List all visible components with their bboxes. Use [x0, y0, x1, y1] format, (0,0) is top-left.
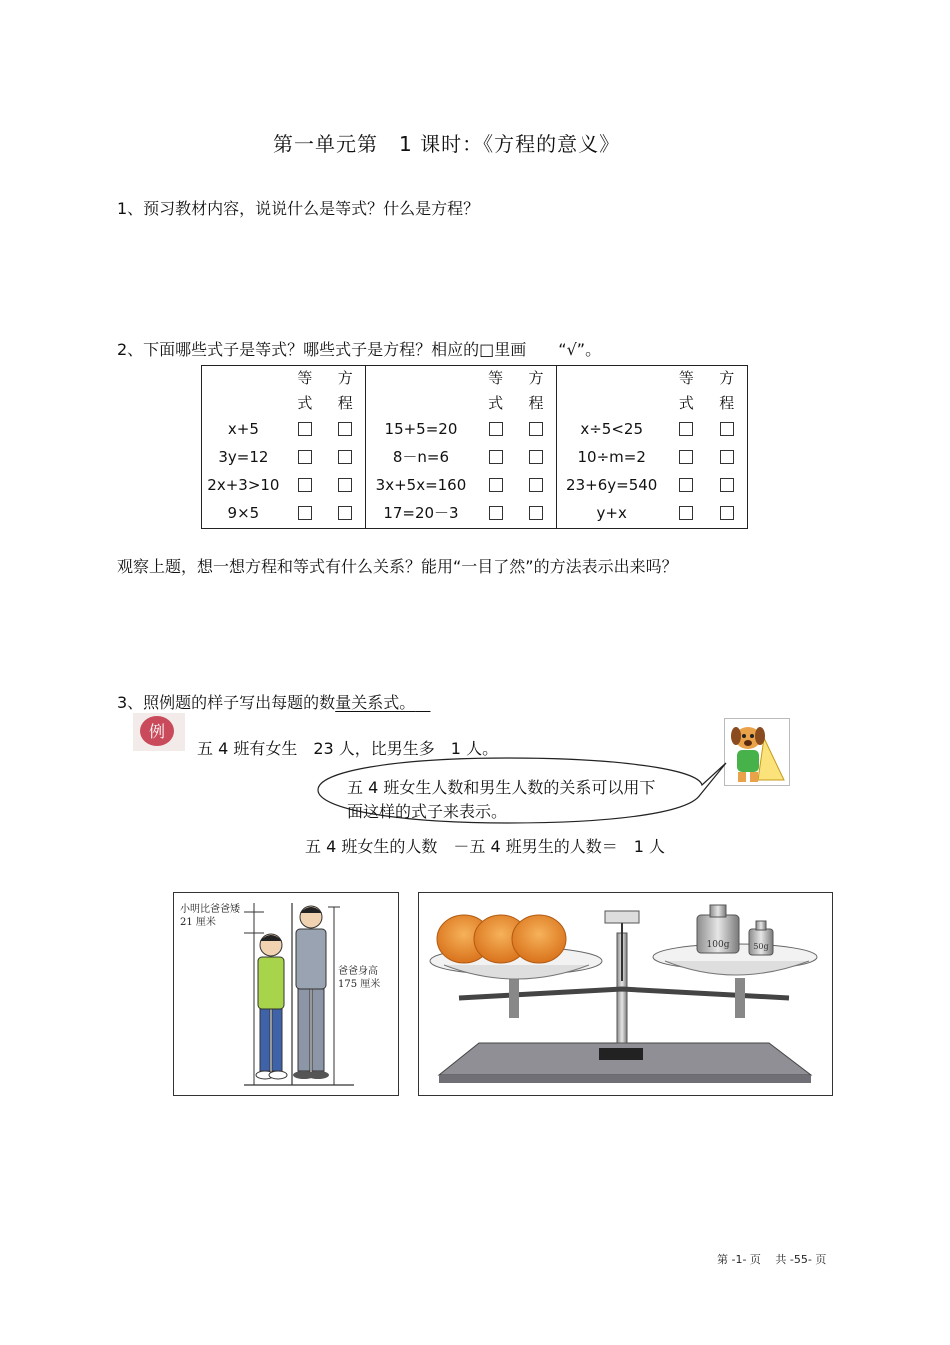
expression: 17=20－3	[366, 498, 476, 529]
expression: x÷5<25	[557, 416, 667, 442]
header-equation: 程	[528, 394, 544, 412]
header-equation: 方	[719, 369, 735, 387]
father-height-caption: 爸爸身高 175 厘米	[338, 966, 381, 990]
equation-table	[201, 365, 748, 529]
example-formula: 五 4 班女生的人数 －五 4 班男生的人数＝ 1 人	[305, 837, 665, 856]
question-3-text: 3、照例题的样子写出每题的数	[117, 693, 336, 712]
equality-checkbox[interactable]	[679, 450, 693, 464]
header-equation: 方	[337, 369, 353, 387]
observation-prompt: 观察上题，想一想方程和等式有什么关系？能用“一目了然”的方法表示出来吗？	[117, 557, 678, 576]
expression: y+x	[557, 498, 667, 529]
question-3-underlined: 量关系式。	[335, 693, 416, 712]
weight-100g-label: 100g	[706, 940, 730, 950]
equation-checkbox[interactable]	[720, 450, 734, 464]
equality-checkbox[interactable]	[298, 506, 312, 520]
equation-checkbox[interactable]	[338, 506, 352, 520]
table-row	[202, 498, 748, 529]
height-difference-caption: 小明比爸爸矮 21 厘米	[180, 904, 240, 928]
equation-checkbox[interactable]	[720, 506, 734, 520]
expression: 3x+5x=160	[366, 472, 476, 498]
equality-checkbox[interactable]	[489, 506, 503, 520]
header-equation: 程	[719, 394, 735, 412]
equation-checkbox[interactable]	[529, 506, 543, 520]
table-row	[202, 416, 748, 442]
equality-checkbox[interactable]	[489, 450, 503, 464]
expression: x+5	[227, 419, 259, 438]
header-equality: 等	[488, 369, 504, 387]
header-equation: 方	[528, 369, 544, 387]
header-equality: 式	[488, 394, 504, 412]
equation-checkbox[interactable]	[529, 478, 543, 492]
equation-checkbox[interactable]	[720, 422, 734, 436]
bubble-text: 五 4 班女生人数和男生人数的关系可以用下面这样的式子来表示。	[347, 778, 656, 821]
equality-checkbox[interactable]	[679, 478, 693, 492]
expression: 23+6y=540	[557, 472, 667, 498]
expression: 15+5=20	[366, 416, 476, 442]
example-statement: 五 4 班有女生 23 人，比男生多 1 人。	[197, 739, 499, 758]
equation-checkbox[interactable]	[529, 422, 543, 436]
page-title: 第一单元第 1 课时：《方程的意义》	[273, 132, 621, 156]
expression: 10÷m=2	[557, 442, 667, 472]
expression: 8－n=6	[366, 442, 476, 472]
question-2: 2、下面哪些式子是等式？哪些式子是方程？相应的□里画 “√”。	[117, 340, 602, 359]
equality-checkbox[interactable]	[489, 422, 503, 436]
expression: 3y=12	[218, 447, 269, 466]
table-row	[202, 442, 748, 472]
equality-checkbox[interactable]	[489, 478, 503, 492]
example-badge-icon	[133, 713, 185, 751]
balance-scale-figure	[418, 892, 833, 1096]
expression: 2x+3>10	[207, 475, 280, 494]
height-comparison-figure	[173, 892, 399, 1096]
equality-checkbox[interactable]	[679, 506, 693, 520]
equation-checkbox[interactable]	[338, 478, 352, 492]
header-equality: 式	[678, 394, 694, 412]
table-header-row-2	[202, 391, 748, 416]
table-header-row-1	[202, 366, 748, 392]
header-equality: 等	[297, 369, 313, 387]
example-badge-label: 例	[148, 722, 166, 741]
expression: 9×5	[227, 503, 260, 522]
header-equality: 等	[678, 369, 694, 387]
question-3	[117, 690, 430, 713]
equality-checkbox[interactable]	[298, 422, 312, 436]
equation-checkbox[interactable]	[720, 478, 734, 492]
equality-checkbox[interactable]	[298, 450, 312, 464]
equation-checkbox[interactable]	[338, 450, 352, 464]
table-row	[202, 472, 748, 498]
page-footer: 第 -1- 页 共 -55- 页	[717, 1253, 827, 1266]
header-equation: 程	[337, 394, 353, 412]
weight-50g-label: 50g	[753, 942, 769, 951]
question-1: 1、预习教材内容，说说什么是等式？什么是方程？	[117, 199, 480, 218]
equation-checkbox[interactable]	[338, 422, 352, 436]
equality-checkbox[interactable]	[679, 422, 693, 436]
header-equality: 式	[297, 394, 313, 412]
equality-checkbox[interactable]	[298, 478, 312, 492]
equation-checkbox[interactable]	[529, 450, 543, 464]
